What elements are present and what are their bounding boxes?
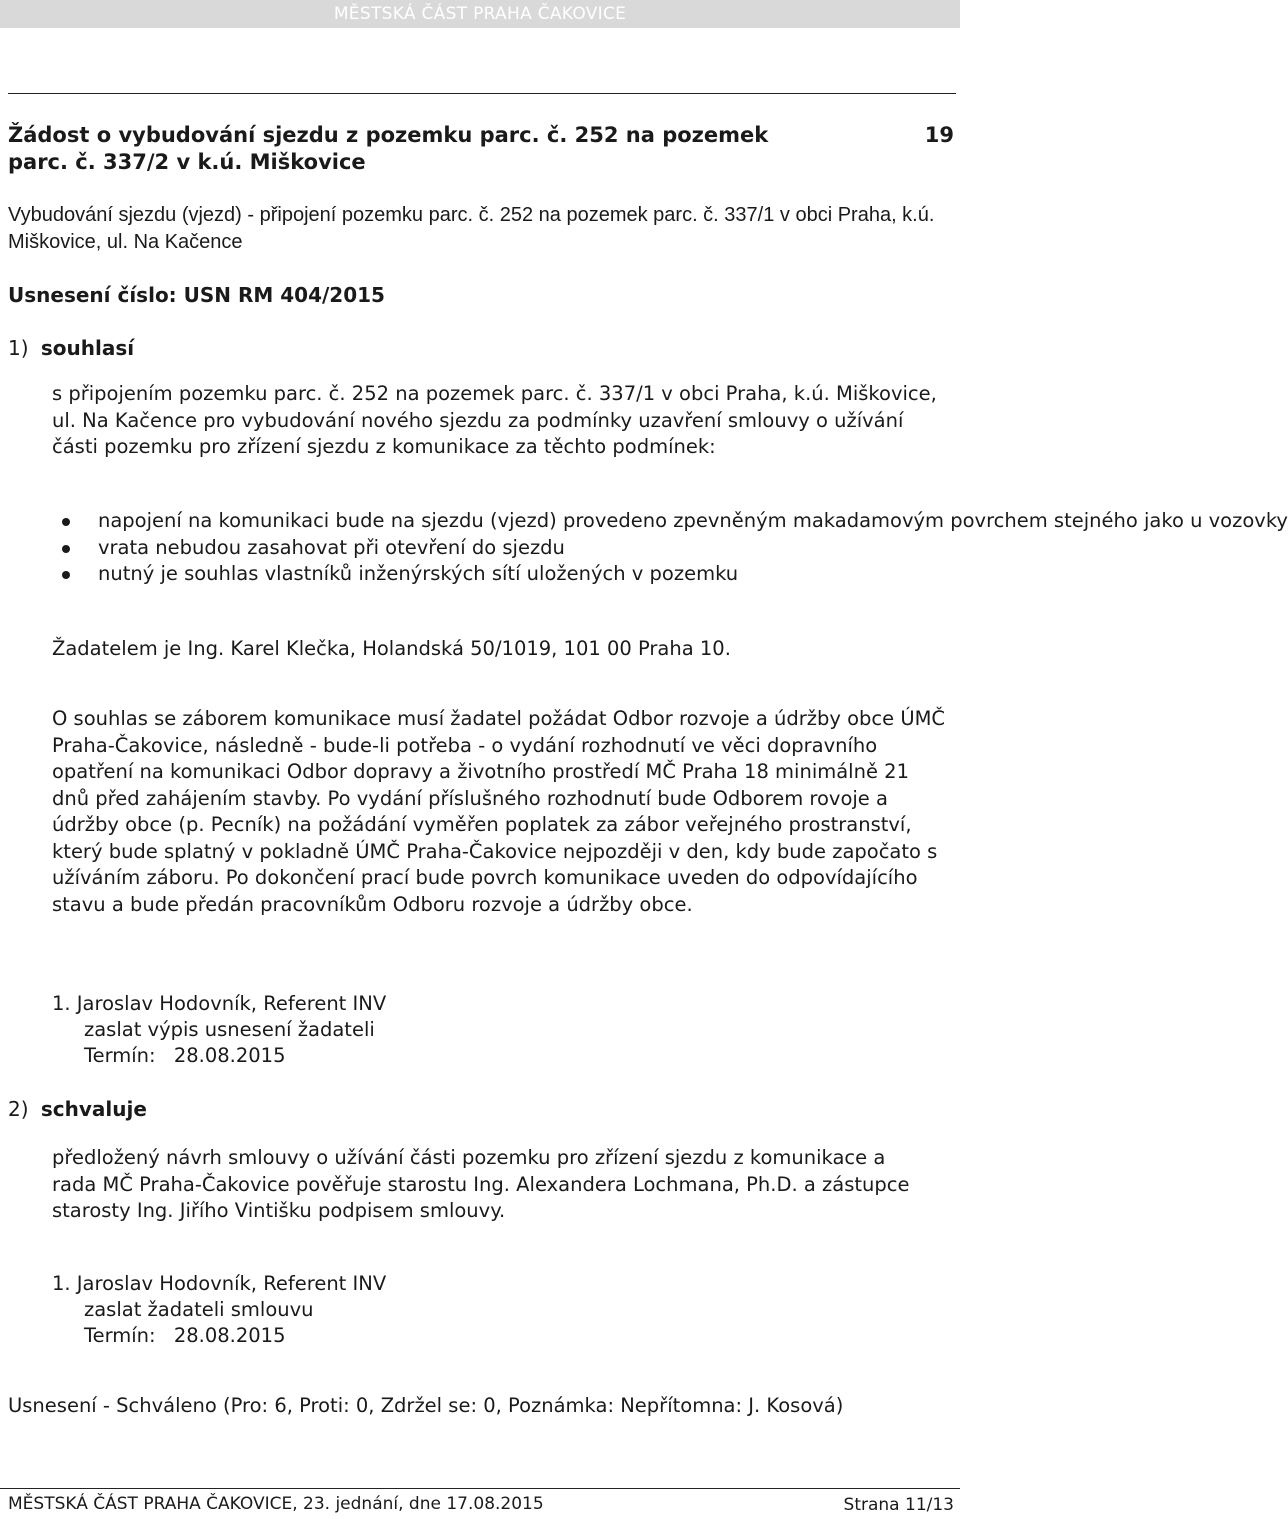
condition-item: nutný je souhlas vlastníků inženýrských sítí uložených v pozemku (52, 561, 952, 588)
deadline-date: 28.08.2015 (173, 1044, 286, 1067)
page-label: Strana (843, 1495, 900, 1515)
header-divider (8, 93, 956, 94)
task-1-action: zaslat výpis usnesení žadateli (84, 1018, 375, 1041)
deadline-date: 28.08.2015 (173, 1324, 286, 1347)
point-1-verb: souhlasí (40, 336, 135, 360)
task-1-assignee: 1. Jaroslav Hodovník, Referent INV (52, 992, 387, 1015)
task-2-assignee: 1. Jaroslav Hodovník, Referent INV (52, 1272, 387, 1295)
item-title: Žádost o vybudování sjezdu z pozemku parc. č. 252 na pozemek parc. č. 337/2 v k.ú. Miškovice (8, 123, 769, 174)
vote-result: Usnesení - Schváleno (Pro: 6, Proti: 0, Zdržel se: 0, Poznámka: Nepřítomna: J. Kosová) (8, 1394, 844, 1417)
resolution-number: Usnesení číslo: USN RM 404/2015 (8, 283, 385, 307)
bullet-icon (62, 518, 70, 526)
page-number (844, 1493, 954, 1517)
point-1-note: O souhlas se záborem komunikace musí žadatel požádat Odbor rozvoje a údržby obce ÚMČ Praha-Čakovice, následně - bude-li potřeba - o vydání rozhodnutí ve věci dopravního opatření na komunikaci Odbor dopravy a životního prostředí MČ Praha 18 minimálně 21 dnů před zahájením stavby. Po vydání příslušného rozhodnutí bude Odborem rovoje a údržby obce (p. Pecník) na požádání vyměřen poplatek za zábor veřejného prostranství, který bude splatný v pokladně ÚMČ Praha-Čakovice nejpozději v den, kdy bude započato s užíváním záboru. Po dokončení prací bude povrch komunikace uveden do odpovídajícího stavu a bude předán pracovníkům Odboru rozvoje a údržby obce. (52, 707, 946, 916)
item-subject: Vybudování sjezdu (vjezd) - připojení pozemku parc. č. 252 na pozemek parc. č. 337/1 v obci Praha, k.ú. Miškovice, ul. Na Kačence (8, 204, 935, 253)
bullet-icon (62, 571, 70, 579)
point-1-text: s připojením pozemku parc. č. 252 na pozemek parc. č. 337/1 v obci Praha, k.ú. Miškovice, ul. Na Kačence pro vybudování nového sjezdu za podmínky uzavření smlouvy o užívání části pozemku pro zřízení sjezdu z komunikace za těchto podmínek: (52, 382, 937, 458)
bullet-icon (62, 545, 70, 553)
point-2-verb: schvaluje (40, 1097, 147, 1121)
conditions-list (52, 508, 1288, 588)
footer-meeting-info: MĚSTSKÁ ČÁST PRAHA ČAKOVICE, 23. jednání, dne 17.08.2015 (8, 1494, 544, 1514)
task-2-action: zaslat žadateli smlouvu (84, 1298, 314, 1321)
point-2-heading (8, 1096, 147, 1123)
deadline-label: Termín: (84, 1324, 156, 1347)
point-1-heading (8, 335, 134, 362)
point-1-number: 1) (8, 336, 29, 360)
footer-divider (0, 1488, 960, 1489)
page-header-title: MĚSTSKÁ ČÁST PRAHA ČAKOVICE (333, 4, 627, 24)
item-number: 19 (924, 123, 954, 147)
applicant-text: Žadatelem je Ing. Karel Klečka, Holandská 50/1019, 101 00 Praha 10. (52, 637, 731, 660)
point-2-text: předložený návrh smlouvy o užívání části pozemku pro zřízení sjezdu z komunikace a rada MČ Praha-Čakovice pověřuje starostu Ing. Alexandera Lochmana, Ph.D. a zástupce starosty Ing. Jiřího Vintišku podpisem smlouvy. (52, 1146, 910, 1222)
task-2-deadline (84, 1323, 285, 1350)
task-1-deadline (84, 1043, 285, 1070)
condition-item: vrata nebudou zasahovat při otevření do sjezdu (52, 535, 952, 562)
point-2-number: 2) (8, 1097, 29, 1121)
condition-item: napojení na komunikaci bude na sjezdu (vjezd) provedeno zpevněným makadamovým povrchem stejného jako u vozovky (52, 508, 952, 535)
deadline-label: Termín: (84, 1044, 156, 1067)
page-value: 11/13 (905, 1495, 954, 1515)
